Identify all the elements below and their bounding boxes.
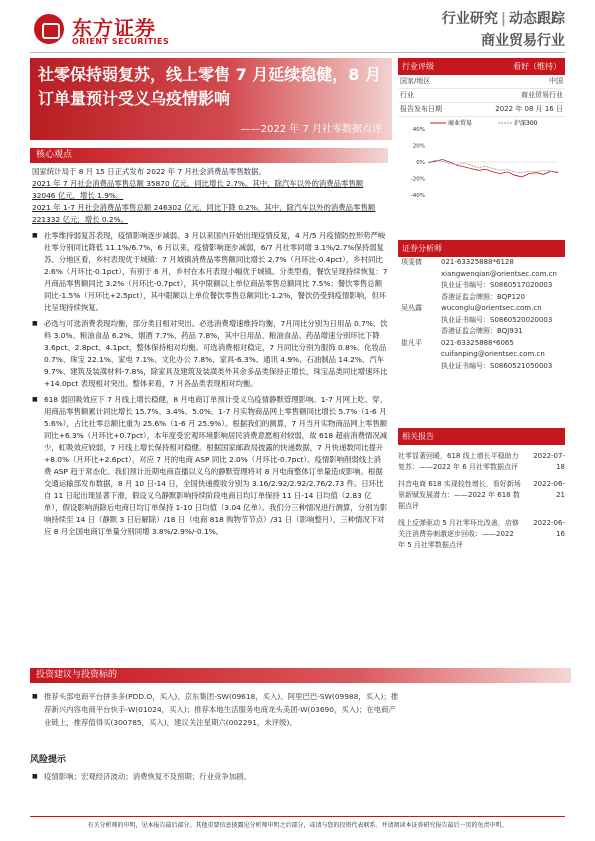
header-divider [30, 52, 565, 53]
analyst-row [398, 361, 565, 373]
monthly-total-paragraph: 2021 年 7 月社会消费品零售总额 35870 亿元，同比增长 2.7%。其中，除汽车以外的消费品零售额 32046 亿元，增长 1.9%。 [32, 179, 364, 200]
info-value: 商业贸易行业 [521, 91, 563, 99]
related-report-title[interactable]: 线上反弹驱动 5 月社零环比改善，店修关注消费券刺激逐步回收：——2022 年 5 月社零数据点评 [398, 519, 519, 549]
info-list [398, 75, 565, 117]
company-logo [34, 12, 174, 48]
report-title: 社零保持弱复苏，线上零售 7 月延续稳健，8 月订单量预计受义乌疫情影响 [38, 65, 381, 108]
category-industry: 行业研究 [441, 11, 498, 27]
analysts-header: 证券分析师 [398, 240, 565, 257]
price-chart [398, 117, 565, 217]
bullet-online: ■ 618 弱回吸效应下 7 月线上增长稳健，8 月电商订单预计受义乌疫情静默管理影响。1-7 月网上吃、穿、用商品零售额累计同比增长 15.7%、3.4%、5.0%。1-7 月实物商品网上零售额同比增长 5.7%（1-6 月 5.6%），占比社零总额比重为 25.6%（1-6 月 25.9%）。根据我们的测算，7 月当月实物商品网上零售额同比+6.3%（月环比+0.7pct），本年度受宏观环境影响居民消费意愿相对较弱，故 618 超前消费情况减少，虹吸效应较弱，7 月线上增长保持相对稳健。根据国家邮政局披露的快递数据，7 月快递数同比提升+8.0%（月环比+2.6pct），对应 7 月的电商 ASP 同比 2.0%（月环比-0.7pct）。疫情影响削弱线上消费 ASP 趋于常态化。我们预计近期电商直播以义乌的静默管理将对 8 月电商整体订单量造成影响。根据交通运输部发布数据，8 月 10 日-14 日，全国快递揽收分别为 3.16/2.92/2.92/2.76/2.73 件。日环比自 11 日起出现显著下滑，假设义乌静默影响持续阶段电商日均订单保持 11 日-14 日均值（2.83 亿单），假设影响消除后电商日均订单保持 1-10 日均值（3.04 亿单）。我们分三种情况进行测算，分别为影响持续至 14 日（静默 3 日后解除）/18 日（电商 818 购物节节点）/31 日（影响整月），三种情况下对应 8 月全国电商订单量分别同增 3.8%/2.9%/-0.1%。 [32, 394, 388, 538]
analyst-row [398, 280, 565, 292]
analyst-name [398, 326, 441, 338]
legend-label-csi300: 沪深300 [514, 120, 538, 127]
related-reports-panel [398, 428, 565, 551]
info-key: 报告发布日期 [400, 105, 442, 113]
related-reports-header: 相关报告 [398, 428, 565, 445]
analyst-detail: wuconglu@orientsec.com.cn [441, 304, 542, 312]
analyst-detail: 021-63325888*6128 [441, 258, 514, 266]
analysts-panel [398, 240, 565, 372]
core-view-body [32, 166, 388, 538]
info-row [398, 103, 565, 117]
analyst-row [398, 257, 565, 269]
intro-paragraph: 国家统计局于 8 月 15 日正式发布 2022 年 7 月社会消费品零售数据。 [32, 167, 266, 176]
report-subtitle: ——2022 年 7 月社零数据点评 [240, 124, 382, 135]
y-tick-label: 20% [412, 143, 425, 150]
category-tracking: 动态跟踪 [509, 11, 565, 27]
ytd-total-paragraph: 2021 年 1-7 月社会消费品零售总额 246302 亿元，同比下降 0.2%。其中，除汽车以外的消费品零售额 221332 亿元，增长 0.2%。 [32, 203, 376, 224]
rating-panel [398, 58, 565, 217]
logo-en: ORIENT SECURITIES [72, 37, 170, 46]
y-tick-label: 40% [412, 127, 425, 133]
invest-text: ■ 推荐头部电商平台拼多多(PDD.O，买入)、京东集团-SW(09618，买入)、阿里巴巴-SW(09988，买入)；推荐新兴内容电商平台快手-W(01024，买入)；推荐本地生活服务电商龙头美团-W(03690，买入)；在电商产业链上，推荐值得买(300785，买入)，建议关注星期六(002291，未评级)。 [32, 690, 402, 729]
analyst-name: 项雯倩 [401, 258, 422, 266]
info-key: 国家/地区 [400, 77, 431, 85]
report-category: 行业研究 | 动态跟踪 商业贸易行业 [442, 8, 565, 52]
rating-header [398, 58, 565, 75]
risk-text: ■ 疫情影响；宏观经济波动；消费恢复不及预期；行业竞争加剧。 [32, 770, 251, 783]
legend-label-commerce: 商业贸易 [448, 120, 473, 127]
analyst-name [398, 292, 441, 304]
related-report-date: 2022-07-18 [533, 452, 565, 471]
analyst-detail: xiangwenqian@orientsec.com.cn [441, 269, 557, 278]
analyst-detail: 执业证书编号：S0860517020003 [441, 281, 553, 289]
info-key: 行业 [400, 91, 414, 99]
related-report[interactable] [398, 451, 565, 473]
analyst-row [398, 303, 565, 315]
analyst-detail: 执业证书编号：S0860520020003 [441, 315, 553, 324]
info-value: 2022 年 08 月 16 日 [495, 105, 563, 113]
logo-mark-icon [34, 14, 64, 44]
analyst-row [398, 269, 565, 281]
info-row [398, 75, 565, 89]
analyst-row [398, 292, 565, 304]
rating-value: 看好（维持） [513, 62, 561, 71]
analyst-name [398, 349, 441, 361]
analyst-detail: 香港证监会牌照：BQJ931 [441, 327, 523, 335]
analyst-name: 吴丛露 [401, 304, 422, 312]
analyst-detail: 执业证书编号：S0860521050003 [441, 361, 553, 370]
analyst-row [398, 326, 565, 338]
analyst-name [398, 269, 441, 281]
related-list [398, 451, 565, 551]
analyst-detail: 021-63325888*6065 [441, 338, 514, 347]
risk-title: 风险提示 [30, 755, 67, 765]
related-report-date: 2022-06-21 [533, 480, 565, 499]
analyst-detail: cuifanping@orientsec.com.cn [441, 350, 545, 358]
y-tick-label: -20% [410, 176, 425, 183]
analyst-list [398, 257, 565, 372]
title-banner [30, 58, 392, 140]
core-view-header: 核心观点 [30, 148, 388, 163]
related-report-title[interactable]: 社零显著回暖，618 线上增长平稳助力复苏：——2022 年 6 月社零数据点评 [398, 452, 519, 471]
logo-cn: 东方证券 [72, 16, 156, 40]
analyst-name [398, 315, 441, 327]
bullet-recovery: ■ 社零维持弱复苏表现，疫情影响逐步减弱。3 月以来国内开始出现疫情反复，4 月/5 月疫情防控形势严峻社零分别同比降低 11.1%/6.7%，6 月以来，疫情影响逐步减弱，6/7 月社零同增 3.1%/2.7%保持弱复苏。分地区看，乡村表现优于城镇：7 月城镇消费品零售额同比增长 2.7%（月环比-0.4pct），乡村同比 2.6%（月环比-0.1pct），有别于 6 月，乡村在本月表现小幅优于城镇。分类型看，餐饮呈现持续恢复：7 月商品零售额同比 3.2%（月环比-0.7pct），其中限额以上单位商品零售总额同比 7.5%；餐饮零售总额同比-1.5%（月环比+2.5pct），其中限额以上单位餐饮零售总额同比-1.2%，餐饮仍受到疫情影响，但环比呈现持续恢复。 [32, 230, 388, 314]
analyst-name [398, 280, 441, 292]
disclaimer-footer: 有关分析师的申明，见本报告最后部分。其他重要信息披露见分析师申明之后部分，或请与您的投资代表联系。并请阅读本证券研究报告最后一页的免责申明。 [30, 816, 565, 829]
invest-header: 投资建议与投资标的 [30, 668, 571, 683]
sector-name: 商业贸易行业 [481, 33, 565, 49]
analyst-name: 崔凡平 [401, 338, 422, 347]
info-value: 中国 [549, 77, 563, 85]
analyst-row [398, 349, 565, 361]
info-row [398, 89, 565, 103]
analyst-row [398, 315, 565, 327]
analyst-row [398, 338, 565, 350]
analyst-name [398, 361, 441, 373]
related-report-date: 2022-06-16 [533, 519, 565, 538]
performance-chart-svg [398, 117, 565, 217]
related-report[interactable] [398, 479, 565, 512]
bullet-categories: ■ 必选与可选消费表现均衡，部分类目相对突出。必选消费增速维持均衡，7月同比分别为日用品 0.7%、饮料 3.0%、粮油食品 6.2%、烟酒 7.7%、药品 7.8%，其中日用品、粮油食品、药品增速分别环比下降 3.6pct、2.8pct、4.1pct，整体保持相对均衡。可选消费相对稳定，7 月同比分别为服饰 0.8%、化妆品 0.7%、珠宝 22.1%、家电 7.1%、文化办公 7.8%、家具-6.3%、通讯 4.9%、石油制品 14.2%、汽车 9.7%、建筑及装潢材料-7.8%，除家具及建筑及装潢类外其余多品类保持正增长，珠宝品类同比增速环比+14.0pct 表现相对突出。整体来看，7 月各品类表现相对均衡。 [32, 318, 388, 390]
related-report[interactable] [398, 518, 565, 551]
y-tick-label: -40% [410, 193, 425, 199]
related-report-title[interactable]: 抖音电商 618 实现较性增长，看好新场景新赋发展潜力：——2022 年 618 数据点评 [398, 480, 521, 510]
analyst-detail: 香港证监会牌照：BQP120 [441, 292, 525, 301]
rating-label: 行业评级 [402, 62, 434, 71]
y-tick-label: 0% [416, 160, 425, 166]
